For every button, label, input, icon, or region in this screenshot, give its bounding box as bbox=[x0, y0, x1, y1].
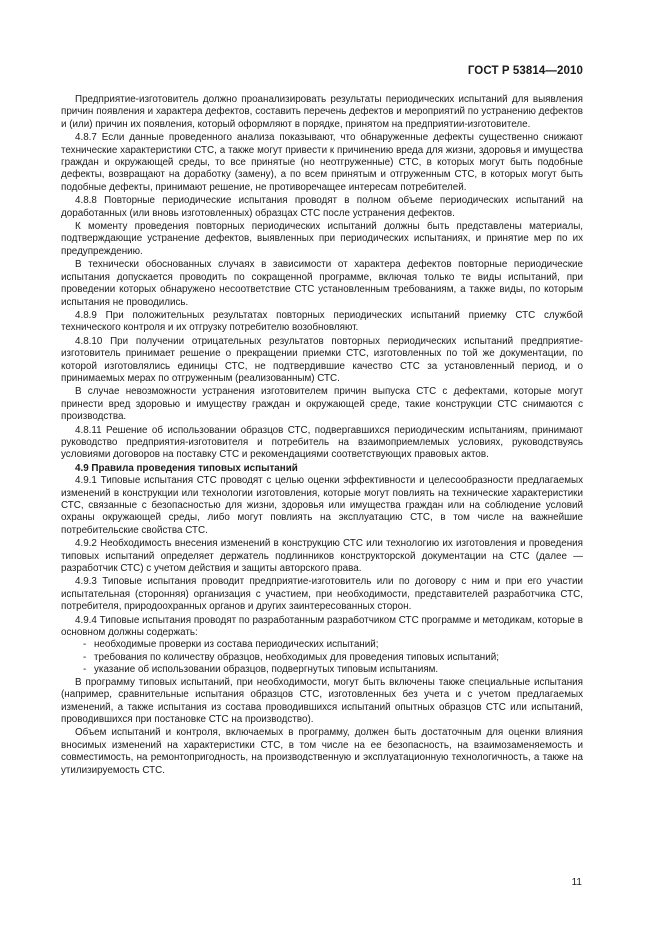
section-heading-4-9: 4.9 Правила проведения типовых испытаний bbox=[75, 462, 298, 474]
paragraph-4-8-7: 4.8.7 Если данные проведенного анализа показывают, что обнаруженные дефекты существенно снижают технические характеристики СТС, а также могут привести к причинению вреда для жизни, здоровья и имущества граждан и окружающей среды, то все принятые (но неотгруженные) СТС, в которых могут быть подобные дефекты, возвращают на доработку (замену), а по всем принятым и отгруженным СТС, в которых могут быть подобные дефекты, принимают решение, не противоречащее интересам потребителей. bbox=[61, 132, 583, 193]
paragraph: В случае невозможности устранения изготовителем причин выпуска СТС с дефектами, которые могут принести вред здоровью и имуществу граждан и окружающей среде, такие конструкции СТС снимаются с производства. bbox=[61, 386, 583, 423]
page-number: 11 bbox=[571, 877, 582, 888]
list-item bbox=[61, 664, 583, 676]
list-item-text: требования по количеству образцов, необходимых для проведения типовых испытаний; bbox=[94, 651, 499, 663]
paragraph: В программу типовых испытаний, при необходимости, могут быть включены также специальные испытания (например, сравнительные испытания образцов СТС, изготовленных без учета и с учетом предлагаемых изменений, а также испытания из состава проводившихся испытаний опытных образцов СТС или испытаний, проводившихся при постановке СТС на производство). bbox=[61, 676, 583, 725]
paragraph: В технически обоснованных случаях в зависимости от характера дефектов повторные периодические испытания допускается проводить по сокращенной программе, включая только те виды испытаний, при проведении которых обнаружено несоответствие СТС установленным требованиям, а также виды, по которым испытания не проводились. bbox=[61, 259, 583, 308]
paragraph: К моменту проведения повторных периодических испытаний должны быть представлены материалы, подтверждающие устранение дефектов, выявленных при периодических испытаниях, и принятие мер по их предупреждению. bbox=[61, 221, 583, 257]
paragraph-4-9-2: 4.9.2 Необходимость внесения изменений в конструкцию СТС или технологию их изготовления и проведения типовых испытаний определяет держатель подлинников конструкторской документации на СТС (далее — разработчик СТС) с учетом действия и защиты авторского права. bbox=[61, 538, 583, 575]
dash-bullet: - bbox=[83, 664, 87, 676]
paragraph-4-9-1: 4.9.1 Типовые испытания СТС проводят с целью оценки эффективности и целесообразности предлагаемых изменений в конструкции или технологии изготовления, которые могут повлиять на технические характеристики СТС, связанные с безопасностью для жизни, здоровья или имущества граждан или на соблюдение условий охраны окружающей среды, либо могут повлиять на эксплуатацию СТС, в том числе на важнейшие потребительские свойства СТС. bbox=[61, 475, 583, 536]
list-item bbox=[61, 652, 583, 664]
list-item-text: указание об использовании образцов, подвергнутых типовым испытаниям. bbox=[94, 664, 439, 676]
paragraph-4-8-8: 4.8.8 Повторные периодические испытания проводят в полном объеме периодических испытаний на доработанных (или вновь изготовленных) образцах СТС после устранения дефектов. bbox=[61, 195, 583, 219]
dash-bullet: - bbox=[83, 639, 87, 651]
list-item-text: необходимые проверки из состава периодических испытаний; bbox=[94, 639, 379, 651]
standard-code-header: ГОСТ Р 53814—2010 bbox=[467, 65, 583, 77]
paragraph-4-8-9: 4.8.9 При положительных результатах повторных периодических испытаний приемку СТС службой технического контроля и их отгрузку потребителю возобновляют. bbox=[61, 309, 583, 334]
paragraph-4-9-4: 4.9.4 Типовые испытания проводят по разработанным разработчиком СТС программе и методикам, которые в основном должны содержать: bbox=[61, 614, 583, 639]
document-body bbox=[61, 94, 583, 778]
paragraph-4-8-11: 4.8.11 Решение об использовании образцов СТС, подвергавшихся периодическим испытаниям, принимают руководство предприятия-изготовителя и потребитель на взаимоприемлемых условиях, руководствуясь условиями договоров на поставку СТС и рекомендациями соответствующих правовых актов. bbox=[61, 424, 583, 461]
paragraph: Объем испытаний и контроля, включаемых в программу, должен быть достаточным для оценки влияния вносимых изменений на характеристики СТС, в том числе на ее безопасность, на взаимозаменяемость и совместимость, на ремонтопригодность, на производственную и эксплуатационную технологичность, а также на утилизируемость СТС. bbox=[61, 727, 583, 776]
paragraph: Предприятие-изготовитель должно проанализировать результаты периодических испытаний для выявления причин появления и характера дефектов, составить перечень дефектов и мероприятий по устранению дефектов и (или) причин их появления, который оформляют в порядке, принятом на предприятии-изготовителе. bbox=[61, 94, 583, 130]
dash-bullet: - bbox=[83, 651, 87, 663]
paragraph-4-9-3: 4.9.3 Типовые испытания проводит предприятие-изготовитель или по договору с ним и при его участии испытательная (сторонняя) организация с участием, при необходимости, представителей разработчика СТС, потребителя, природоохранных органов и других заинтересованных сторон. bbox=[61, 576, 583, 613]
paragraph-4-8-10: 4.8.10 При получении отрицательных результатов повторных периодических испытаний предприятие-изготовитель принимает решение о прекращении приемки СТС, изготовленных по той же документации, по которой изготовлялись единицы СТС, не подтвердившие качество СТС за установленный период, и о принимаемых мерах по отгруженным (реализованным) СТС. bbox=[61, 335, 583, 384]
list-item bbox=[61, 639, 583, 651]
